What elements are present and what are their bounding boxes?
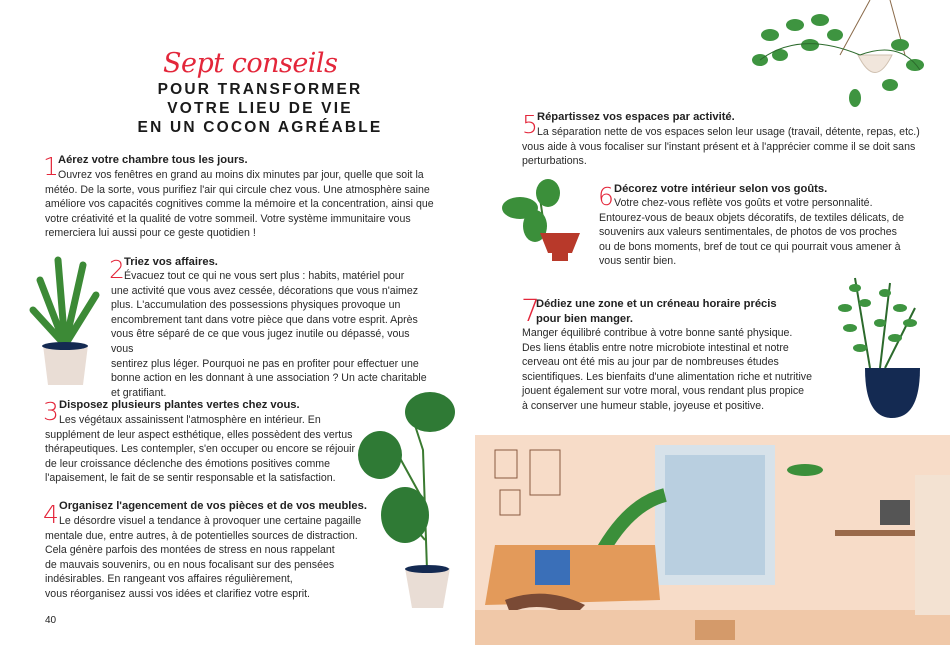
living-room-illustration (475, 435, 950, 645)
tip-title: Aérez votre chambre tous les jours. (58, 154, 248, 166)
tip-title: Décorez votre intérieur selon vos goûts. (614, 183, 828, 195)
tip-number: 2 (109, 255, 125, 284)
tip-body: La séparation nette de vos espaces selon leur usage (travail, détente, repas, etc.) vous aide à vous focaliser sur l'instant présent et à l'apprécier comme il se doit sans perturbations. (522, 126, 920, 168)
tip-title: Disposez plusieurs plantes vertes chez vous. (59, 399, 300, 411)
tip-body: Manger équilibré contribue à votre bonne santé physique. Des liens établis entre notre microbiote intestinal et notre cerveau ont été mis au jour par de nombreuses études scientifiques. Les bienfaits d'une alimentation riche et nutritive jouent également sur votre moral, vous rendant plus propice à conserver une humeur stable, joyeuse et positive. (522, 327, 812, 412)
tip-body: Les végétaux assainissent l'atmosphère en intérieur. En supplément de leur aspect esthétique, elles possèdent des vertus thérapeutiques. Les contempler, s'en occuper ou encore se réjouir de leur croissance déclenche des émotions positives comme l'apaisement, le fait de se sentir responsable et la satisfaction. (45, 414, 356, 485)
navy-pot-plant-illustration (830, 268, 925, 423)
tip-number: 6 (598, 182, 614, 211)
tip-number: 4 (43, 500, 59, 529)
monstera-plant-illustration (355, 390, 460, 610)
tip-body: Votre chez-vous reflète vos goûts et votre personnalité. Entourez-vous de beaux objets décoratifs, de textiles délicats, de souvenirs aux valeurs sentimentales, de photos de vos proches ou de bons moments, bref de tout ce qui pourrait vous amener à vous sentir bien. (599, 197, 905, 268)
page-number: 40 (45, 615, 57, 626)
tip-body: Ouvrez vos fenêtres en grand au moins dix minutes par jour, quelle que soit la météo. De la sorte, vous purifiez l'air qui circule chez vous. Une atmosphère saine améliore vos capacités cognitives comme la mémoire et la concentration, ainsi que votre créativité et la qualité de votre sommeil. Votre système immunitaire vous remerciera lui aussi pour ce geste quotidien ! (45, 169, 434, 240)
tip-number: 3 (43, 397, 59, 426)
potted-plant-illustration (500, 178, 585, 263)
page-subtitle: POUR TRANSFORMER VOTRE LIEU DE VIE EN UN COCON AGRÉABLE (137, 81, 383, 136)
tip-body: Le désordre visuel a tendance à provoquer une certaine pagaille mentale due, entre autres, à de potentielles sources de distraction. Cela génère parfois des montées de stress en nous rappelant de mauvais souvenirs, ou en nous focalisant sur des pensées indésirables. En rangeant vos affaires régulièrement, vous réorganisez aussi vos idées et clarifiez votre esprit. (45, 515, 362, 600)
tip-title: Organisez l'agencement de vos pièces et de vos meubles. (59, 500, 367, 512)
tip-body: Évacuez tout ce qui ne vous sert plus : habits, matériel pour une activité que vous avez cessée, décorations que vous n'aimez plus. L'accumulation des possessions physiques provoque un encombrement tant dans votre pièce que dans votre esprit. Après vous être séparé de ce que vous jugez inutile ou dépassé, vous vous sentirez plus léger. Pourquoi ne pas en profiter pour effectuer une bonne action en les donnant à une association ? Un acte charitable et gratifiant. (111, 270, 427, 399)
script-title: Sept conseils (163, 48, 338, 79)
tip-number: 7 (521, 294, 541, 329)
tip-number: 1 (43, 152, 59, 181)
tip-title: Triez vos affaires. (124, 256, 218, 268)
tip-number: 5 (522, 110, 538, 139)
hanging-plant-illustration (740, 0, 930, 110)
tip-title: Dédiez une zone et un créneau horaire précis pour bien manger. (536, 298, 777, 325)
rosemary-plant-illustration (28, 250, 103, 390)
tip-title: Répartissez vos espaces par activité. (537, 111, 735, 123)
